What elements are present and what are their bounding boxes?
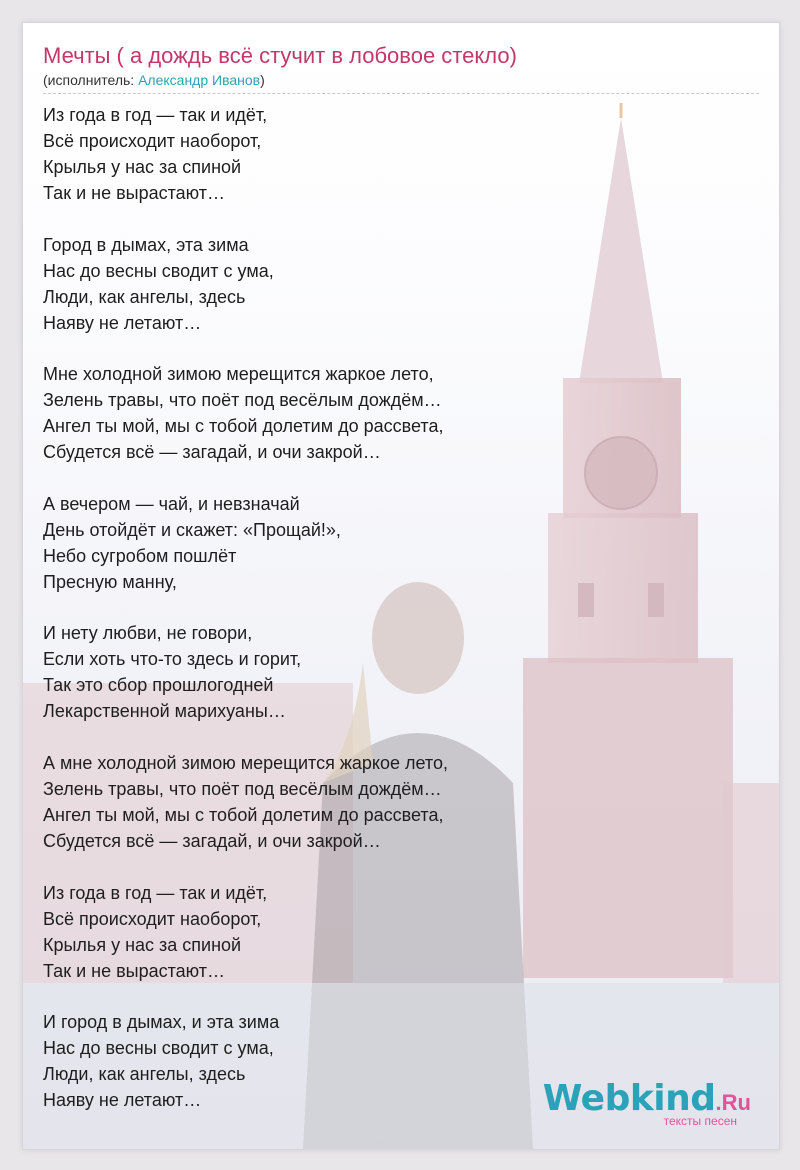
- stanza: [43, 232, 759, 336]
- lyric-line: А мне холодной зимою мерещится жаркое лето,: [43, 752, 448, 773]
- artist-link[interactable]: Александр Иванов: [138, 72, 261, 88]
- lyric-line: Всё происходит наоборот,: [43, 908, 262, 929]
- lyric-line: Люди, как ангелы, здесь: [43, 286, 246, 307]
- logo-name: Webkind: [542, 1078, 716, 1119]
- song-title: Мечты ( а дождь всё стучит в лобовое стекло): [43, 43, 517, 68]
- lyric-line: Ангел ты мой, мы с тобой долетим до рассвета,: [43, 416, 444, 437]
- lyric-line: И нету любви, не говори,: [43, 623, 253, 644]
- lyric-line: Ангел ты мой, мы с тобой долетим до рассвета,: [43, 804, 444, 825]
- lyric-line: Из года в год — так и идёт,: [43, 882, 268, 903]
- stanza: [43, 750, 759, 854]
- lyric-line: Мне холодной зимою мерещится жаркое лето,: [43, 364, 434, 385]
- stanza: [43, 620, 759, 724]
- lyric-line: Нас до весны сводит с ума,: [43, 1038, 274, 1059]
- lyric-line: Всё происходит наоборот,: [43, 131, 262, 151]
- lyric-line: Наяву не летают…: [43, 312, 202, 333]
- lyric-line: Пресную манну,: [43, 571, 177, 592]
- lyric-line: И город в дымах, и эта зима: [43, 1012, 280, 1033]
- artist-line: [43, 71, 759, 89]
- logo-wordmark: [542, 1078, 751, 1119]
- stanza: [43, 880, 759, 984]
- lyric-line: Так и не вырастают…: [43, 960, 226, 981]
- stanza: [43, 361, 759, 465]
- lyric-line: Из года в год — так и идёт,: [43, 105, 268, 125]
- site-logo[interactable]: [542, 1078, 751, 1128]
- logo-tld: .Ru: [715, 1090, 751, 1115]
- artist-prefix: (исполнитель:: [43, 72, 139, 88]
- lyric-line: Зелень травы, что поёт под весёлым дождём…: [43, 778, 442, 799]
- stanza: [43, 491, 759, 595]
- artist-suffix: ): [260, 72, 265, 88]
- logo-tagline: тексты песен: [663, 1114, 737, 1128]
- lyric-line: Сбудется всё — загадай, и очи закрой…: [43, 830, 381, 851]
- title-divider: [43, 93, 759, 94]
- lyric-line: Зелень травы, что поёт под весёлым дождём…: [43, 390, 442, 411]
- lyric-line: Крылья у нас за спиной: [43, 157, 242, 177]
- lyric-line: Люди, как ангелы, здесь: [43, 1064, 246, 1085]
- lyric-line: Небо сугробом пошлёт: [43, 545, 237, 566]
- lyric-line: Город в дымах, эта зима: [43, 234, 249, 255]
- lyric-line: Лекарственной марихуаны…: [43, 701, 286, 722]
- lyric-line: Так это сбор прошлогодней: [43, 675, 274, 696]
- stanza: [43, 102, 759, 206]
- lyric-line: Наяву не летают…: [43, 1090, 202, 1111]
- lyric-line: День отойдёт и скажет: «Прощай!»,: [43, 519, 341, 540]
- lyric-line: Нас до весны сводит с ума,: [43, 260, 274, 281]
- lyric-line: Если хоть что-то здесь и горит,: [43, 649, 302, 670]
- lyric-line: Крылья у нас за спиной: [43, 934, 242, 955]
- lyric-line: Так и не вырастают…: [43, 183, 226, 203]
- lyrics-card: [22, 22, 780, 1150]
- lyric-line: Сбудется всё — загадай, и очи закрой…: [43, 442, 381, 463]
- lyric-line: А вечером — чай, и невзначай: [43, 493, 300, 514]
- lyrics-content: [43, 41, 759, 1139]
